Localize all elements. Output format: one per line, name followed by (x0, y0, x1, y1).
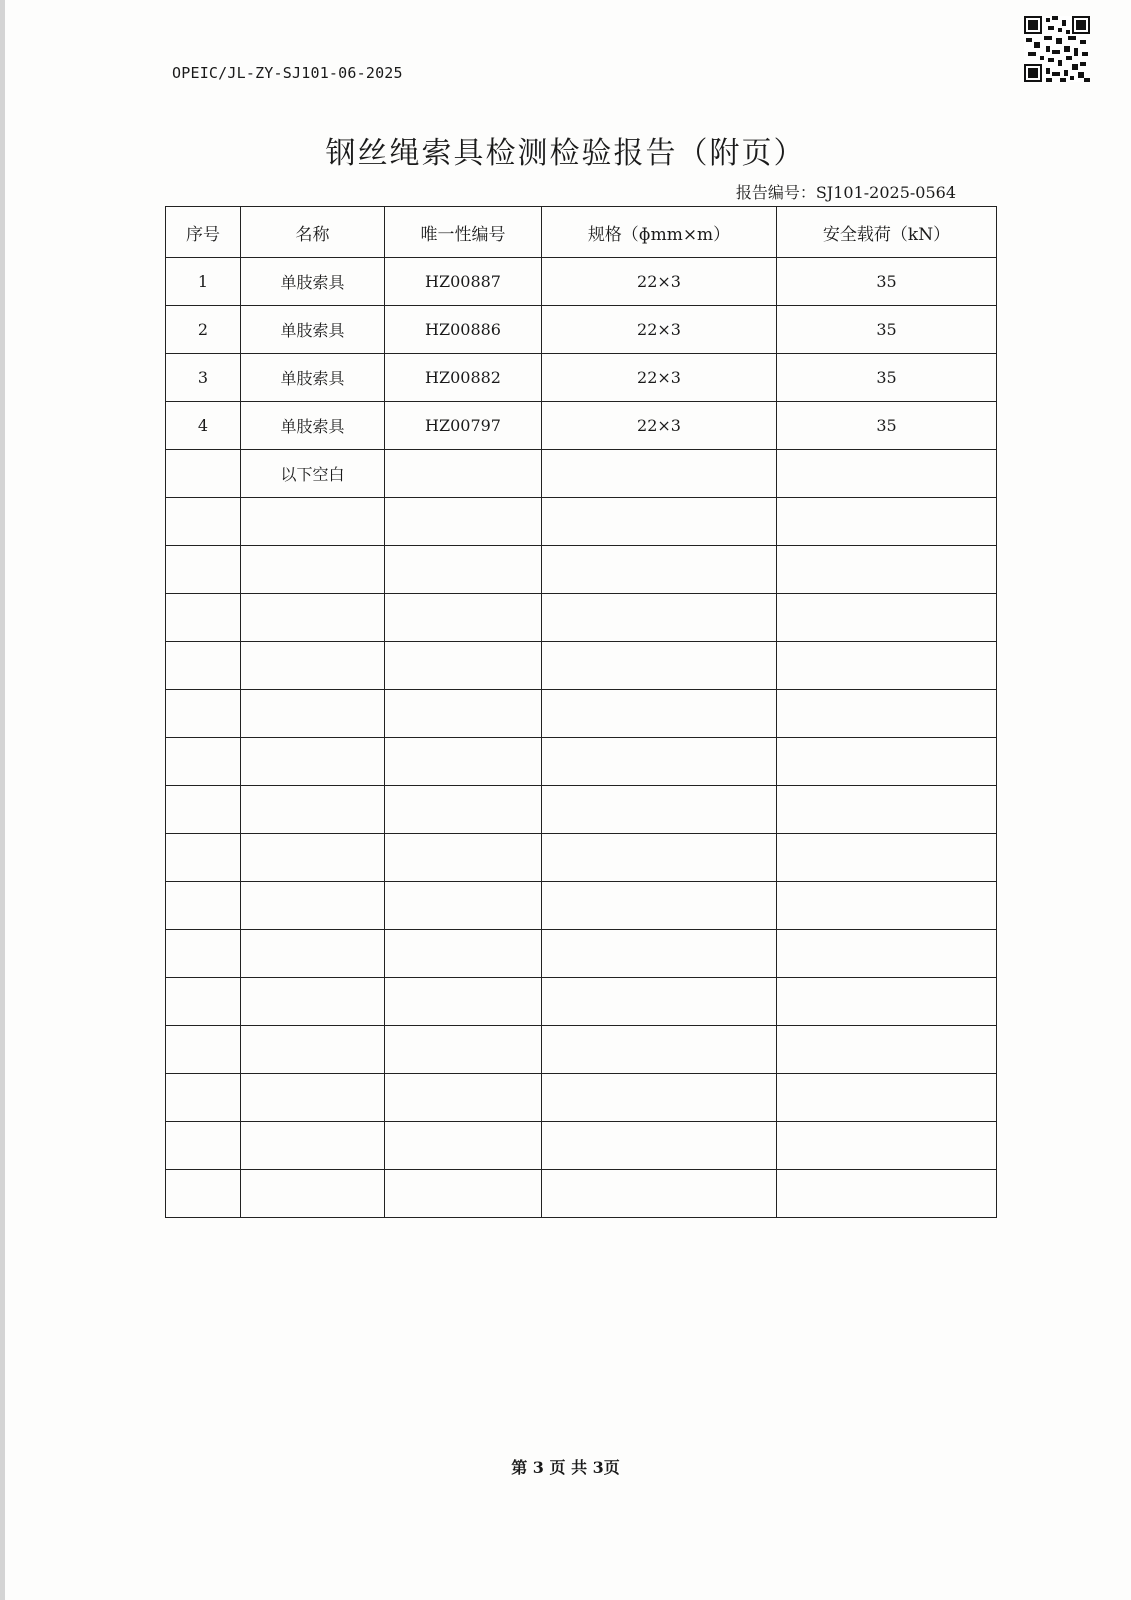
cell-unique-id (385, 1074, 542, 1122)
cell-name (241, 1026, 385, 1074)
cell-spec (542, 498, 777, 546)
header-serial: 序号 (166, 207, 241, 258)
report-number: 报告编号：SJ101-2025-0564 (735, 183, 956, 202)
cell-safe-load: 35 (777, 402, 997, 450)
cell-spec (542, 786, 777, 834)
cell-spec (542, 690, 777, 738)
table-row (166, 306, 997, 354)
table-header-row (166, 207, 997, 258)
cell-unique-id (385, 978, 542, 1026)
cell-serial (166, 1170, 241, 1218)
cell-spec (542, 930, 777, 978)
scan-edge (0, 0, 5, 1600)
table-row (166, 642, 997, 690)
table-row (166, 498, 997, 546)
cell-serial (166, 978, 241, 1026)
cell-serial: 3 (166, 354, 241, 402)
table-row (166, 738, 997, 786)
table-row (166, 1170, 997, 1218)
table-row (166, 546, 997, 594)
cell-unique-id: HZ00886 (385, 306, 542, 354)
cell-safe-load (777, 1122, 997, 1170)
cell-unique-id (385, 594, 542, 642)
cell-spec (542, 882, 777, 930)
cell-serial (166, 738, 241, 786)
cell-name (241, 978, 385, 1026)
cell-name (241, 882, 385, 930)
table-row (166, 354, 997, 402)
cell-serial (166, 546, 241, 594)
table-row (166, 690, 997, 738)
table-row (166, 402, 997, 450)
table-row (166, 258, 997, 306)
cell-spec (542, 1122, 777, 1170)
cell-name (241, 1074, 385, 1122)
cell-safe-load (777, 786, 997, 834)
cell-unique-id (385, 498, 542, 546)
cell-name (241, 594, 385, 642)
cell-spec (542, 594, 777, 642)
cell-spec: 22×3 (542, 354, 777, 402)
cell-name (241, 642, 385, 690)
table-row (166, 882, 997, 930)
report-title: 钢丝绳索具检测检验报告（附页） (325, 136, 806, 171)
cell-safe-load (777, 690, 997, 738)
cell-serial (166, 498, 241, 546)
cell-name (241, 834, 385, 882)
inspection-table (165, 206, 997, 1218)
cell-safe-load (777, 882, 997, 930)
cell-name (241, 786, 385, 834)
cell-serial (166, 930, 241, 978)
cell-name (241, 930, 385, 978)
cell-safe-load (777, 978, 997, 1026)
cell-safe-load: 35 (777, 258, 997, 306)
cell-unique-id (385, 786, 542, 834)
cell-spec: 22×3 (542, 402, 777, 450)
page-footer: 第 3 页 共 3页 (511, 1458, 620, 1477)
cell-name: 单肢索具 (241, 402, 385, 450)
cell-name: 单肢索具 (241, 306, 385, 354)
cell-spec (542, 834, 777, 882)
cell-spec (542, 546, 777, 594)
cell-unique-id (385, 1026, 542, 1074)
table-row (166, 450, 997, 498)
table-row (166, 1026, 997, 1074)
cell-spec (542, 1170, 777, 1218)
cell-name: 单肢索具 (241, 258, 385, 306)
cell-safe-load (777, 498, 997, 546)
cell-spec (542, 1026, 777, 1074)
cell-unique-id: HZ00797 (385, 402, 542, 450)
cell-safe-load (777, 834, 997, 882)
cell-name (241, 498, 385, 546)
cell-safe-load (777, 930, 997, 978)
cell-safe-load: 35 (777, 306, 997, 354)
table-row (166, 594, 997, 642)
table-row (166, 1122, 997, 1170)
cell-unique-id (385, 738, 542, 786)
table-row (166, 786, 997, 834)
cell-name (241, 690, 385, 738)
cell-unique-id (385, 1170, 542, 1218)
cell-spec (542, 450, 777, 498)
cell-name (241, 546, 385, 594)
cell-serial: 4 (166, 402, 241, 450)
cell-safe-load (777, 1074, 997, 1122)
cell-name: 单肢索具 (241, 354, 385, 402)
cell-safe-load (777, 594, 997, 642)
cell-serial (166, 882, 241, 930)
cell-serial (166, 594, 241, 642)
cell-unique-id: HZ00887 (385, 258, 542, 306)
cell-spec (542, 738, 777, 786)
cell-safe-load: 35 (777, 354, 997, 402)
table-row (166, 930, 997, 978)
cell-safe-load (777, 450, 997, 498)
cell-spec (542, 642, 777, 690)
table-body (166, 258, 997, 1218)
table-row (166, 1074, 997, 1122)
cell-unique-id (385, 882, 542, 930)
qr-code-icon (1024, 16, 1090, 82)
cell-serial (166, 642, 241, 690)
cell-spec (542, 1074, 777, 1122)
cell-unique-id (385, 1122, 542, 1170)
header-spec: 规格（ɸmm×m） (542, 207, 777, 258)
cell-unique-id (385, 450, 542, 498)
header-safe-load: 安全载荷（kN） (777, 207, 997, 258)
cell-safe-load (777, 1170, 997, 1218)
cell-safe-load (777, 642, 997, 690)
cell-unique-id (385, 642, 542, 690)
cell-spec: 22×3 (542, 306, 777, 354)
cell-serial (166, 690, 241, 738)
cell-safe-load (777, 546, 997, 594)
cell-serial (166, 1074, 241, 1122)
cell-safe-load (777, 738, 997, 786)
cell-name (241, 1122, 385, 1170)
cell-unique-id (385, 546, 542, 594)
cell-serial (166, 1026, 241, 1074)
cell-serial (166, 786, 241, 834)
cell-serial: 2 (166, 306, 241, 354)
cell-name (241, 738, 385, 786)
table-row (166, 978, 997, 1026)
cell-spec (542, 978, 777, 1026)
cell-unique-id (385, 690, 542, 738)
cell-name (241, 1170, 385, 1218)
cell-serial: 1 (166, 258, 241, 306)
cell-name: 以下空白 (241, 450, 385, 498)
header-unique-id: 唯一性编号 (385, 207, 542, 258)
cell-unique-id (385, 930, 542, 978)
cell-serial (166, 450, 241, 498)
cell-unique-id (385, 834, 542, 882)
document-code: OPEIC/JL-ZY-SJ101-06-2025 (172, 64, 403, 82)
cell-serial (166, 834, 241, 882)
cell-safe-load (777, 1026, 997, 1074)
header-name: 名称 (241, 207, 385, 258)
cell-unique-id: HZ00882 (385, 354, 542, 402)
cell-serial (166, 1122, 241, 1170)
table-row (166, 834, 997, 882)
cell-spec: 22×3 (542, 258, 777, 306)
